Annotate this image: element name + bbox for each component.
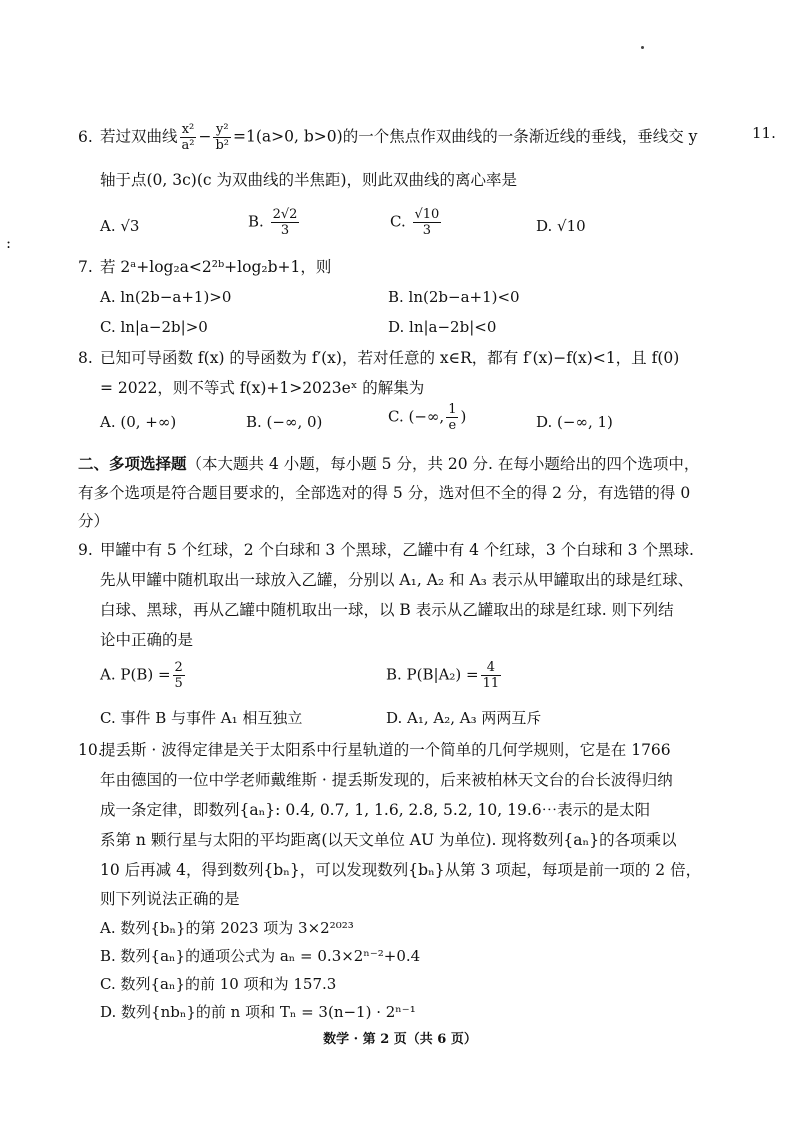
q6-frac-x: $\frac{\text{x²}}{\text{a²}}$ <box>181 122 195 153</box>
q8-option-c: C. (−∞, $\frac{1}{e}$ ) <box>388 402 467 433</box>
q6-frac-y: $\frac{\text{y²}}{\text{b²}}$ <box>215 122 230 153</box>
q6-text-post: =1(a>0, b>0)的一个焦点作双曲线的一条渐近线的垂线，垂线交 y <box>233 127 698 146</box>
q8-option-a: A. (0, +∞) <box>100 413 177 431</box>
q10-line1 <box>78 738 760 762</box>
section2-line2: 有多个选项是符合题目要求的，全部选对的得 5 分，选对但不全的得 2 分，有选错的得 0 <box>78 484 691 502</box>
page-footer: 数学 · 第 2 页（共 6 页） <box>323 1032 477 1047</box>
q7-text: 若 2ᵃ+log₂a<2²ᵇ+log₂b+1，则 <box>100 258 332 276</box>
margin-left-mark: : <box>6 234 12 252</box>
q7-option-b: B. ln(2b−a+1)<0 <box>388 288 520 306</box>
q9-option-c: C. 事件 B 与事件 A₁ 相互独立 <box>100 709 303 727</box>
q6-number: 6. <box>78 127 93 146</box>
q10-line2: 年由德国的一位中学老师戴维斯 · 提丢斯发现的，后来被柏林天文台的台长波得归纳 <box>100 771 673 789</box>
q6-line1: 6. 若过双曲线 $\frac{\text{x²}}{\text{a²}}$ − $\frac{\text{y²}}{\text{b²}}$ =1(a>0, b>0)的一个焦点作双曲线的一条渐近线的垂线，垂线交 y <box>78 122 698 153</box>
q6-option-a: A. √3 <box>100 217 140 235</box>
q10-option-c: C. 数列{aₙ}的前 10 项和为 157.3 <box>100 975 337 993</box>
q8-option-d: D. (−∞, 1) <box>536 413 613 431</box>
q8-line1 <box>78 346 760 370</box>
q10-option-d: D. 数列{nbₙ}的前 n 项和 Tₙ = 3(n−1) · 2ⁿ⁻¹ <box>100 1003 416 1021</box>
q7-option-d: D. ln|a−2b|<0 <box>388 318 497 336</box>
q9-line3: 白球、黑球，再从乙罐中随机取出一球，以 B 表示从乙罐取出的球是红球. 则下列结 <box>100 601 674 619</box>
section2-title: 二、多项选择题 <box>78 454 187 473</box>
q6-text-pre: 若过双曲线 <box>100 127 178 146</box>
q10-number: 10. <box>78 741 103 759</box>
q7-option-a: A. ln(2b−a+1)>0 <box>100 288 232 306</box>
scan-speck <box>641 46 644 49</box>
q9-line2: 先从甲罐中随机取出一球放入乙罐，分别以 A₁, A₂ 和 A₃ 表示从甲罐取出的球是红球、 <box>100 571 694 589</box>
section2-line3: 分） <box>78 512 110 530</box>
q9-option-a: A. P(B) = $\frac{2}{5}$ <box>100 660 183 691</box>
q10-line5: 10 后再减 4，得到数列{bₙ}，可以发现数列{bₙ}从第 3 项起，每项是前一项的 2 倍， <box>100 861 702 879</box>
margin-question-number: 11. <box>752 124 776 142</box>
q6-option-c: C. $\frac{√10}{3}$ <box>390 207 440 238</box>
q10-line6: 则下列说法正确的是 <box>100 890 240 908</box>
q6-option-b: B. $\frac{2√2}{3}$ <box>248 207 298 238</box>
q7-option-c: C. ln|a−2b|>0 <box>100 318 208 336</box>
q10-option-a: A. 数列{bₙ}的第 2023 项为 3×2²⁰²³ <box>100 919 354 937</box>
q9-option-b: B. P(B|A₂) = $\frac{4}{11}$ <box>386 660 500 691</box>
q8-line2: = 2022，则不等式 f(x)+1>2023eˣ 的解集为 <box>100 379 425 397</box>
q9-number: 9. <box>78 541 93 559</box>
q7-stem <box>78 255 760 279</box>
q10-text: 提丢斯 · 波得定律是关于太阳系中行星轨道的一个简单的几何学规则，它是在 1766 <box>100 741 671 759</box>
section2-line1 <box>78 452 760 476</box>
q8-number: 8. <box>78 349 93 367</box>
q9-text: 甲罐中有 5 个红球，2 个白球和 3 个黑球，乙罐中有 4 个红球，3 个白球和 3 个黑球. <box>100 541 694 559</box>
q6-line2: 轴于点(0, 3c)(c 为双曲线的半焦距)，则此双曲线的离心率是 <box>100 171 518 189</box>
q9-line4: 论中正确的是 <box>100 631 194 649</box>
q7-number: 7. <box>78 258 93 276</box>
q6-option-d: D. √10 <box>536 217 586 235</box>
q8-option-b: B. (−∞, 0) <box>246 413 323 431</box>
q9-line1 <box>78 538 760 562</box>
q8-text: 已知可导函数 f(x) 的导函数为 f′(x)，若对任意的 x∈R，都有 f′(x)−f(x)<1，且 f(0) <box>100 349 680 367</box>
q10-line4: 系第 n 颗行星与太阳的平均距离(以天文单位 AU 为单位). 现将数列{aₙ}的各项乘以 <box>100 831 677 849</box>
q10-line3: 成一条定律，即数列{aₙ}: 0.4, 0.7, 1, 1.6, 2.8, 5.2, 10, 19.6⋯表示的是太阳 <box>100 801 651 819</box>
section2-desc: （本大题共 4 小题，每小题 5 分，共 20 分. 在每小题给出的四个选项中， <box>186 455 700 473</box>
q10-option-b: B. 数列{aₙ}的通项公式为 aₙ = 0.3×2ⁿ⁻²+0.4 <box>100 947 421 965</box>
q9-option-d: D. A₁, A₂, A₃ 两两互斥 <box>386 709 542 727</box>
